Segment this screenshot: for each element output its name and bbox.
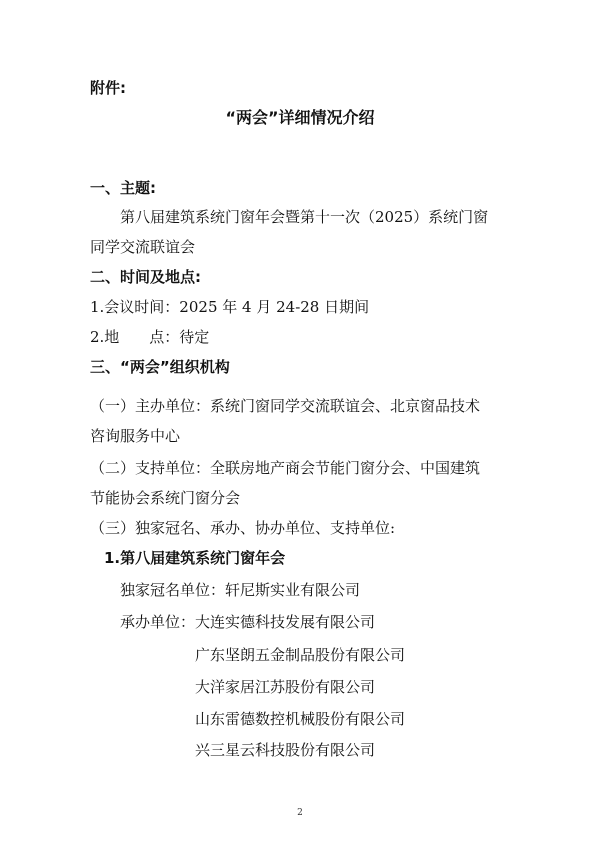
theme-body-line: 同学交流联谊会 [90,238,196,256]
exclusive-sponsor: 独家冠名单位：轩尼斯实业有限公司 [120,581,361,599]
host-company: 兴三星云科技股份有限公司 [195,741,376,759]
others-heading: （三）独家冠名、承办、协办单位、支持单位: [90,519,396,537]
host-company: 广东坚朗五金制品股份有限公司 [195,646,406,664]
supporter-line: （二）支持单位：全联房地产商会节能门窗分会、中国建筑 [90,459,481,477]
section-heading-organization: 三、“两会”组织机构 [90,358,230,376]
host-company: 山东雷德数控机械股份有限公司 [195,710,406,728]
subsection-heading-annual-meeting: 1.第八届建筑系统门窗年会 [104,549,286,567]
page-number: 2 [297,808,303,818]
meeting-place: 2.地 点：待定 [90,328,210,346]
organizer-line: （一）主办单位：系统门窗同学交流联谊会、北京窗品技术 [90,397,481,415]
host-company: 大连实德科技发展有限公司 [195,613,376,631]
supporter-line: 节能协会系统门窗分会 [90,489,241,507]
meeting-time: 1.会议时间：2025 年 4 月 24-28 日期间 [90,298,370,316]
host-company: 大洋家居江苏股份有限公司 [195,678,376,696]
document-title: “两会”详细情况介绍 [225,108,375,127]
organizer-line: 咨询服务中心 [90,427,181,445]
theme-body-line: 第八届建筑系统门窗年会暨第十一次（2025）系统门窗 [120,208,489,226]
host-label: 承办单位： [120,613,196,631]
section-heading-theme: 一、主题: [90,179,156,197]
section-heading-time-place: 二、时间及地点: [90,268,201,286]
attachment-label: 附件: [90,79,126,97]
